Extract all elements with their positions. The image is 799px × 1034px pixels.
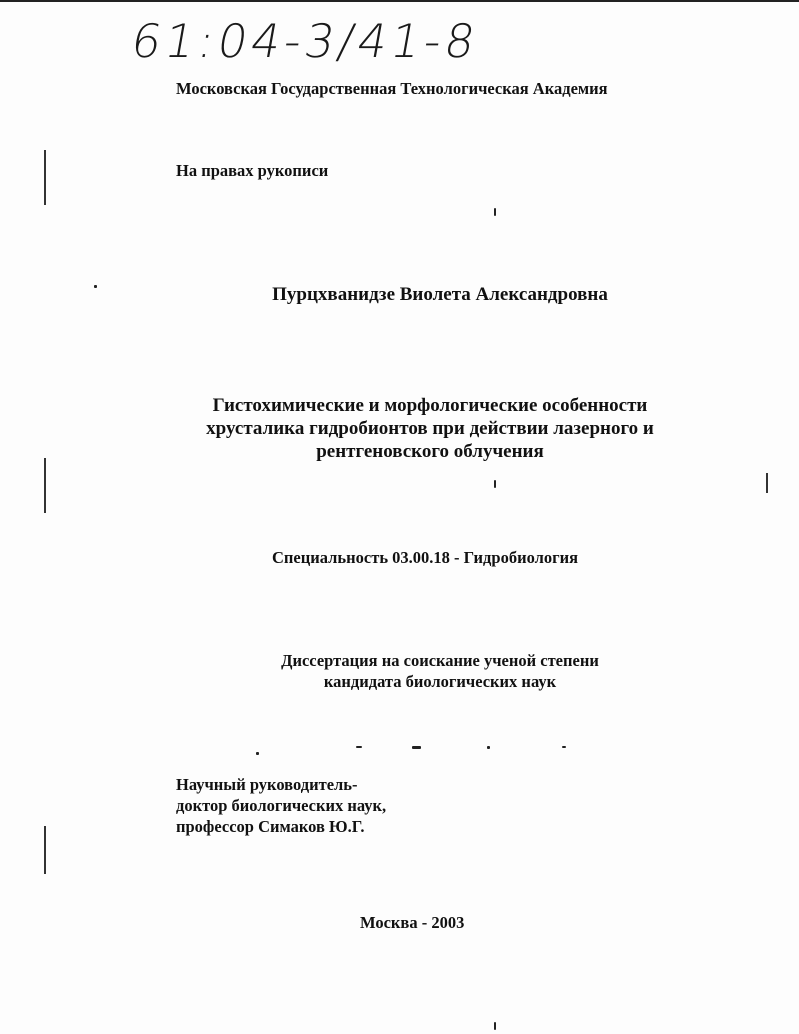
supervisor-block [176,774,386,837]
handwritten-catalog-code: 61:04-3/41-8 [127,14,484,68]
scan-speck [494,208,496,216]
scan-edge [0,0,799,2]
degree-line: кандидата биологических наук [323,672,557,691]
title-line: хрусталика гидробионтов при действии лазерного и [206,418,654,439]
institution-name: Московская Государственная Технологическая Академия [176,79,608,98]
scan-speck [562,746,566,748]
scan-binding-mark [44,826,46,874]
author-name: Пурцхванидзе Виолета Александровна [272,284,608,305]
title-line: Гистохимические и морфологические особенности [212,395,648,416]
scan-speck [494,480,496,488]
specialty: Специальность 03.00.18 - Гидробиология [272,548,579,567]
degree-statement [200,650,680,692]
scan-speck [256,752,259,755]
scan-binding-mark [44,458,46,513]
title-line: рентгеновского облучения [316,441,544,462]
supervisor-line: Научный руководитель- [176,775,358,794]
scan-speck [356,746,362,748]
city-year: Москва - 2003 [360,913,465,932]
dissertation-title [150,394,710,463]
scan-speck [412,746,421,749]
scan-speck [487,746,490,749]
supervisor-line: доктор биологических наук, [176,796,387,815]
scan-speck [494,1022,496,1030]
degree-line: Диссертация на соискание ученой степени [281,651,599,670]
scan-binding-mark [44,150,46,205]
supervisor-line: профессор Симаков Ю.Г. [176,817,365,836]
scan-binding-mark [766,473,768,493]
rights-note: На правах рукописи [176,161,329,180]
scan-speck [94,285,97,288]
